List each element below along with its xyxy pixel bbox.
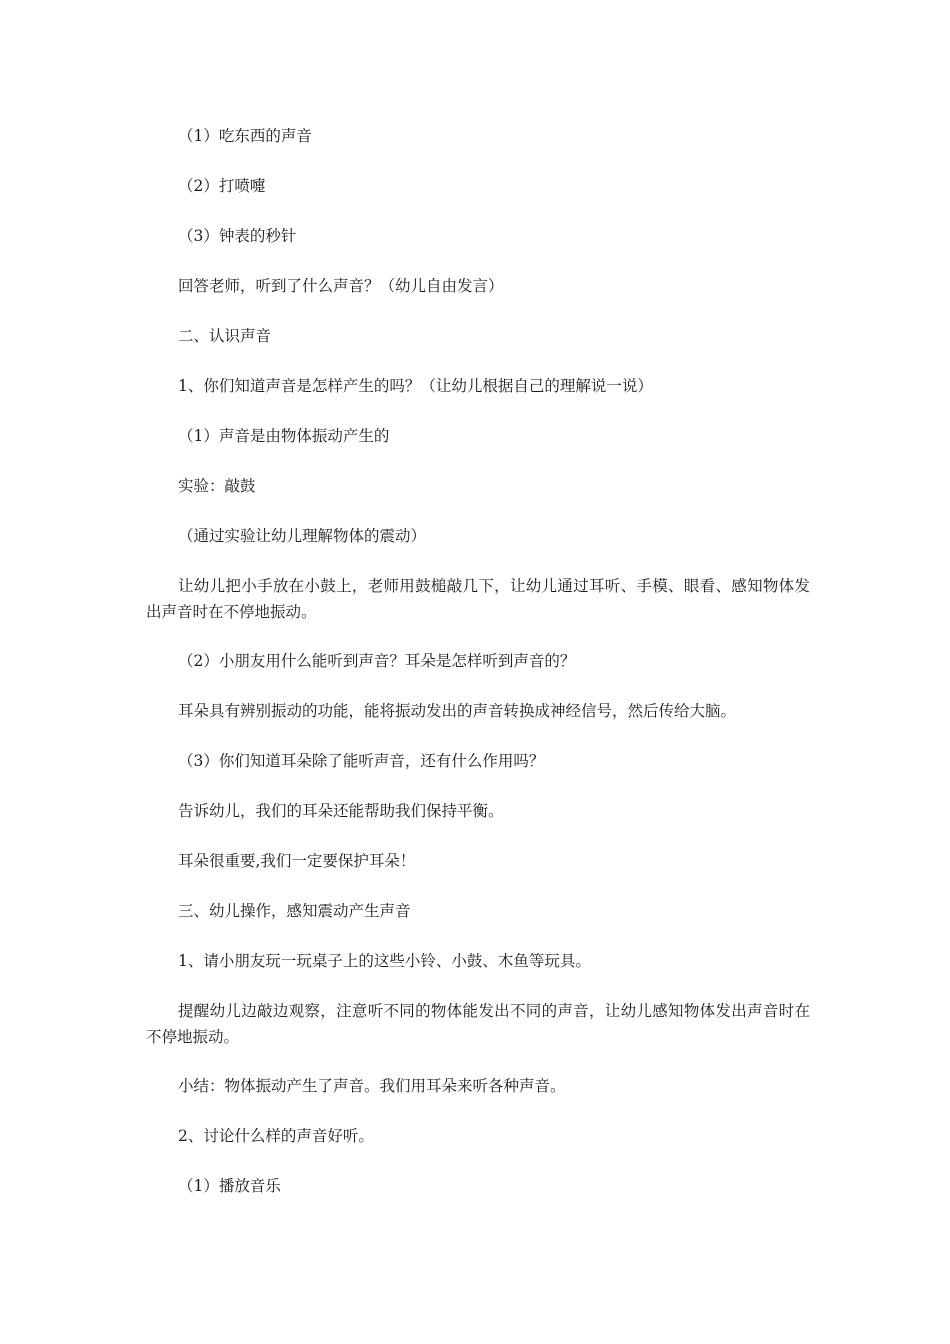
paragraph-protect-ears: 耳朵很重要,我们一定要保护耳朵！ [178,852,416,870]
paragraph-clock-second-hand: （3）钟表的秒针 [178,227,297,245]
section-heading-2: 二、认识声音 [178,327,272,345]
paragraph-how-sound-produced: 1、你们知道声音是怎样产生的吗？（让幼儿根据自己的理解说一说） [178,377,653,395]
paragraph-ear-other-use: （3）你们知道耳朵除了能听声音，还有什么作用吗？ [178,752,545,770]
paragraph-eating-sound: （1）吃东西的声音 [178,127,312,145]
paragraph-experiment: 实验：敲鼓 [178,477,256,495]
section-heading-3: 三、幼儿操作，感知震动产生声音 [178,902,411,920]
paragraph-sneeze: （2）打喷嚏 [178,177,266,195]
paragraph-drum-activity: 让幼儿把小手放在小鼓上，老师用鼓槌敲几下，让幼儿通过耳听、手模、眼看、感知物体发出声音时在不停地振动。 [146,577,810,621]
paragraph-ear-function: 耳朵具有辨别振动的功能，能将振动发出的声音转换成神经信号，然后传给大脑。 [178,702,737,720]
paragraph-balance: 告诉幼儿，我们的耳朵还能帮助我们保持平衡。 [178,802,504,820]
paragraph-discuss-pleasant-sound: 2、讨论什么样的声音好听。 [178,1127,374,1145]
paragraph-play-toys: 1、请小朋友玩一玩桌子上的这些小铃、小鼓、木鱼等玩具。 [178,952,591,970]
paragraph-summary: 小结：物体振动产生了声音。我们用耳朵来听各种声音。 [178,1077,566,1095]
paragraph-experiment-note: （通过实验让幼儿理解物体的震动） [178,527,427,545]
paragraph-play-music: （1）播放音乐 [178,1177,281,1195]
paragraph-how-ears-hear: （2）小朋友用什么能听到声音？耳朵是怎样听到声音的？ [178,652,576,670]
paragraph-answer-teacher: 回答老师，听到了什么声音？（幼儿自由发言） [178,277,504,295]
paragraph-observe: 提醒幼儿边敲边观察，注意听不同的物体能发出不同的声音，让幼儿感知物体发出声音时在不停地振动。 [146,1002,810,1046]
paragraph-vibration: （1）声音是由物体振动产生的 [178,427,390,445]
